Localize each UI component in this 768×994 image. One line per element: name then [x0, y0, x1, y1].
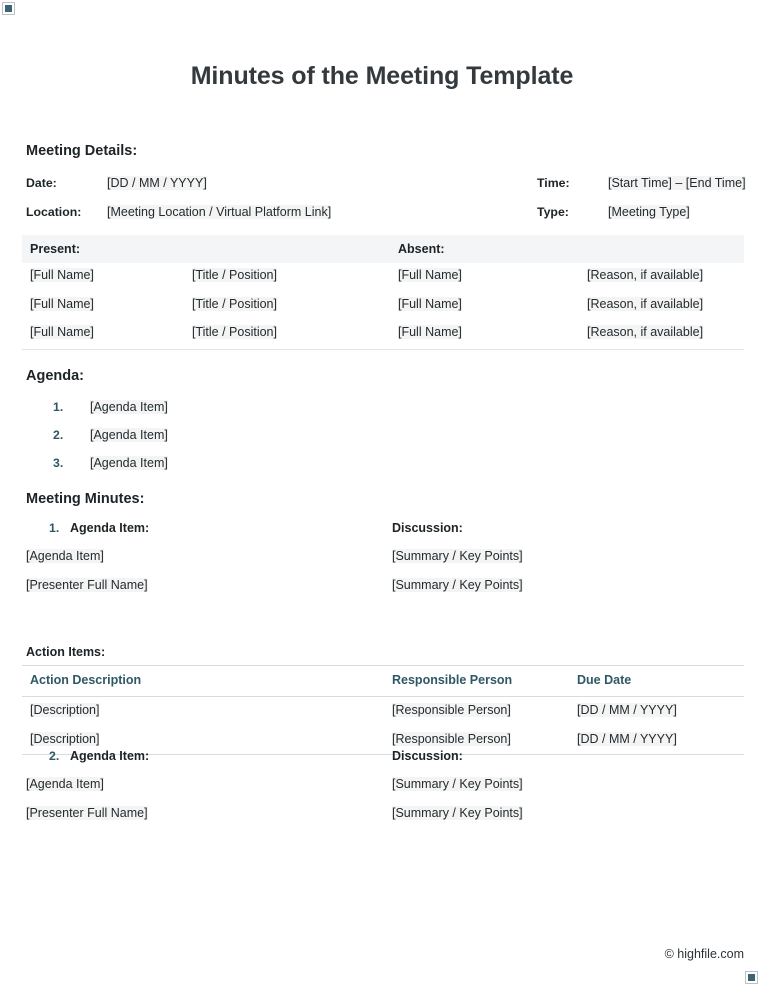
agenda-item-number: 1. — [53, 400, 64, 414]
meeting-minutes-heading: Meeting Minutes: — [26, 491, 145, 507]
action-description-column-header: Action Description — [30, 673, 142, 687]
page-corner-handle-top-left[interactable] — [2, 2, 15, 15]
list-item — [26, 456, 526, 476]
absent-column-header: Absent: — [398, 242, 445, 256]
type-label: Type: — [537, 205, 569, 219]
attendance-table — [22, 235, 744, 350]
minutes-item-number: 2. — [49, 749, 60, 763]
agenda-item-number: 3. — [53, 456, 64, 470]
absent-reason-value[interactable]: [Reason, if available] — [587, 325, 704, 339]
action-items-table — [22, 665, 744, 755]
present-title-value[interactable]: [Title / Position] — [192, 268, 277, 282]
date-value[interactable]: [DD / MM / YYYY] — [107, 176, 207, 190]
absent-name-value[interactable]: [Full Name] — [398, 296, 462, 311]
present-name-value[interactable]: [Full Name] — [30, 325, 94, 339]
agenda-item-text[interactable]: [Agenda Item] — [90, 428, 168, 442]
minutes-item-number: 1. — [49, 521, 60, 535]
absent-name-value[interactable]: [Full Name] — [398, 268, 462, 282]
agenda-heading: Agenda: — [26, 368, 84, 384]
minutes-line — [26, 806, 744, 835]
agenda-item-label: Agenda Item: — [70, 749, 150, 763]
minutes-block-1 — [26, 521, 744, 746]
table-row — [22, 320, 744, 349]
discussion-value[interactable]: [Summary / Key Points] — [392, 777, 523, 791]
minutes-block-title-row — [26, 521, 744, 543]
presenter-name-value[interactable]: [Presenter Full Name] — [26, 805, 148, 820]
present-name-value[interactable]: [Full Name] — [30, 296, 94, 311]
minutes-block-title-row — [26, 749, 744, 771]
time-label: Time: — [537, 176, 570, 190]
discussion-label: Discussion: — [392, 521, 463, 535]
minutes-line — [26, 549, 744, 578]
discussion-value[interactable]: [Summary / Key Points] — [392, 805, 523, 820]
agenda-item-text[interactable]: [Agenda Item] — [90, 456, 168, 470]
responsible-person-value[interactable]: [Responsible Person] — [392, 703, 511, 717]
agenda-item-value[interactable]: [Agenda Item] — [26, 549, 104, 563]
agenda-item-number: 2. — [53, 428, 64, 442]
present-name-value[interactable]: [Full Name] — [30, 268, 94, 282]
minutes-line — [26, 578, 744, 607]
document-content — [26, 0, 746, 820]
agenda-item-label: Agenda Item: — [70, 521, 150, 535]
time-value[interactable]: [Start Time] – [End Time] — [608, 176, 746, 190]
page-title: Minutes of the Meeting Template — [190, 62, 574, 90]
meeting-details-row-date — [26, 176, 744, 196]
location-value[interactable]: [Meeting Location / Virtual Platform Link] — [107, 205, 332, 219]
absent-reason-value[interactable]: [Reason, if available] — [587, 296, 704, 311]
due-date-column-header: Due Date — [577, 673, 632, 687]
meeting-details-row-location — [26, 205, 744, 225]
absent-name-value[interactable]: [Full Name] — [398, 325, 462, 339]
present-title-value[interactable]: [Title / Position] — [192, 296, 277, 311]
date-label: Date: — [26, 176, 57, 190]
page-corner-handle-bottom-right[interactable] — [745, 971, 758, 984]
minutes-block-2 — [26, 749, 744, 834]
discussion-value[interactable]: [Summary / Key Points] — [392, 577, 523, 592]
action-description-value[interactable]: [Description] — [30, 703, 100, 717]
due-date-value[interactable]: [DD / MM / YYYY] — [577, 731, 677, 746]
action-items-header-row — [22, 666, 744, 697]
agenda-item-text[interactable]: [Agenda Item] — [90, 400, 168, 414]
responsible-person-value[interactable]: [Responsible Person] — [392, 731, 511, 746]
absent-reason-value[interactable]: [Reason, if available] — [587, 268, 704, 282]
table-row — [22, 697, 744, 726]
list-item — [26, 428, 526, 448]
agenda-item-value[interactable]: [Agenda Item] — [26, 777, 104, 791]
action-description-value[interactable]: [Description] — [30, 731, 100, 746]
due-date-value[interactable]: [DD / MM / YYYY] — [577, 703, 677, 717]
footer-copyright: © highfile.com — [664, 947, 744, 961]
present-title-value[interactable]: [Title / Position] — [192, 325, 277, 339]
type-value[interactable]: [Meeting Type] — [608, 205, 690, 219]
present-column-header: Present: — [30, 242, 81, 256]
location-label: Location: — [26, 205, 82, 219]
attendance-table-header-row — [22, 235, 744, 263]
discussion-value[interactable]: [Summary / Key Points] — [392, 549, 523, 563]
minutes-line — [26, 777, 744, 806]
list-item — [26, 400, 526, 420]
table-row — [22, 263, 744, 292]
discussion-label: Discussion: — [392, 749, 463, 763]
meeting-details-heading: Meeting Details: — [26, 143, 138, 159]
table-row — [22, 292, 744, 321]
responsible-person-column-header: Responsible Person — [392, 673, 513, 687]
action-items-heading: Action Items: — [26, 645, 106, 659]
presenter-name-value[interactable]: [Presenter Full Name] — [26, 577, 148, 592]
